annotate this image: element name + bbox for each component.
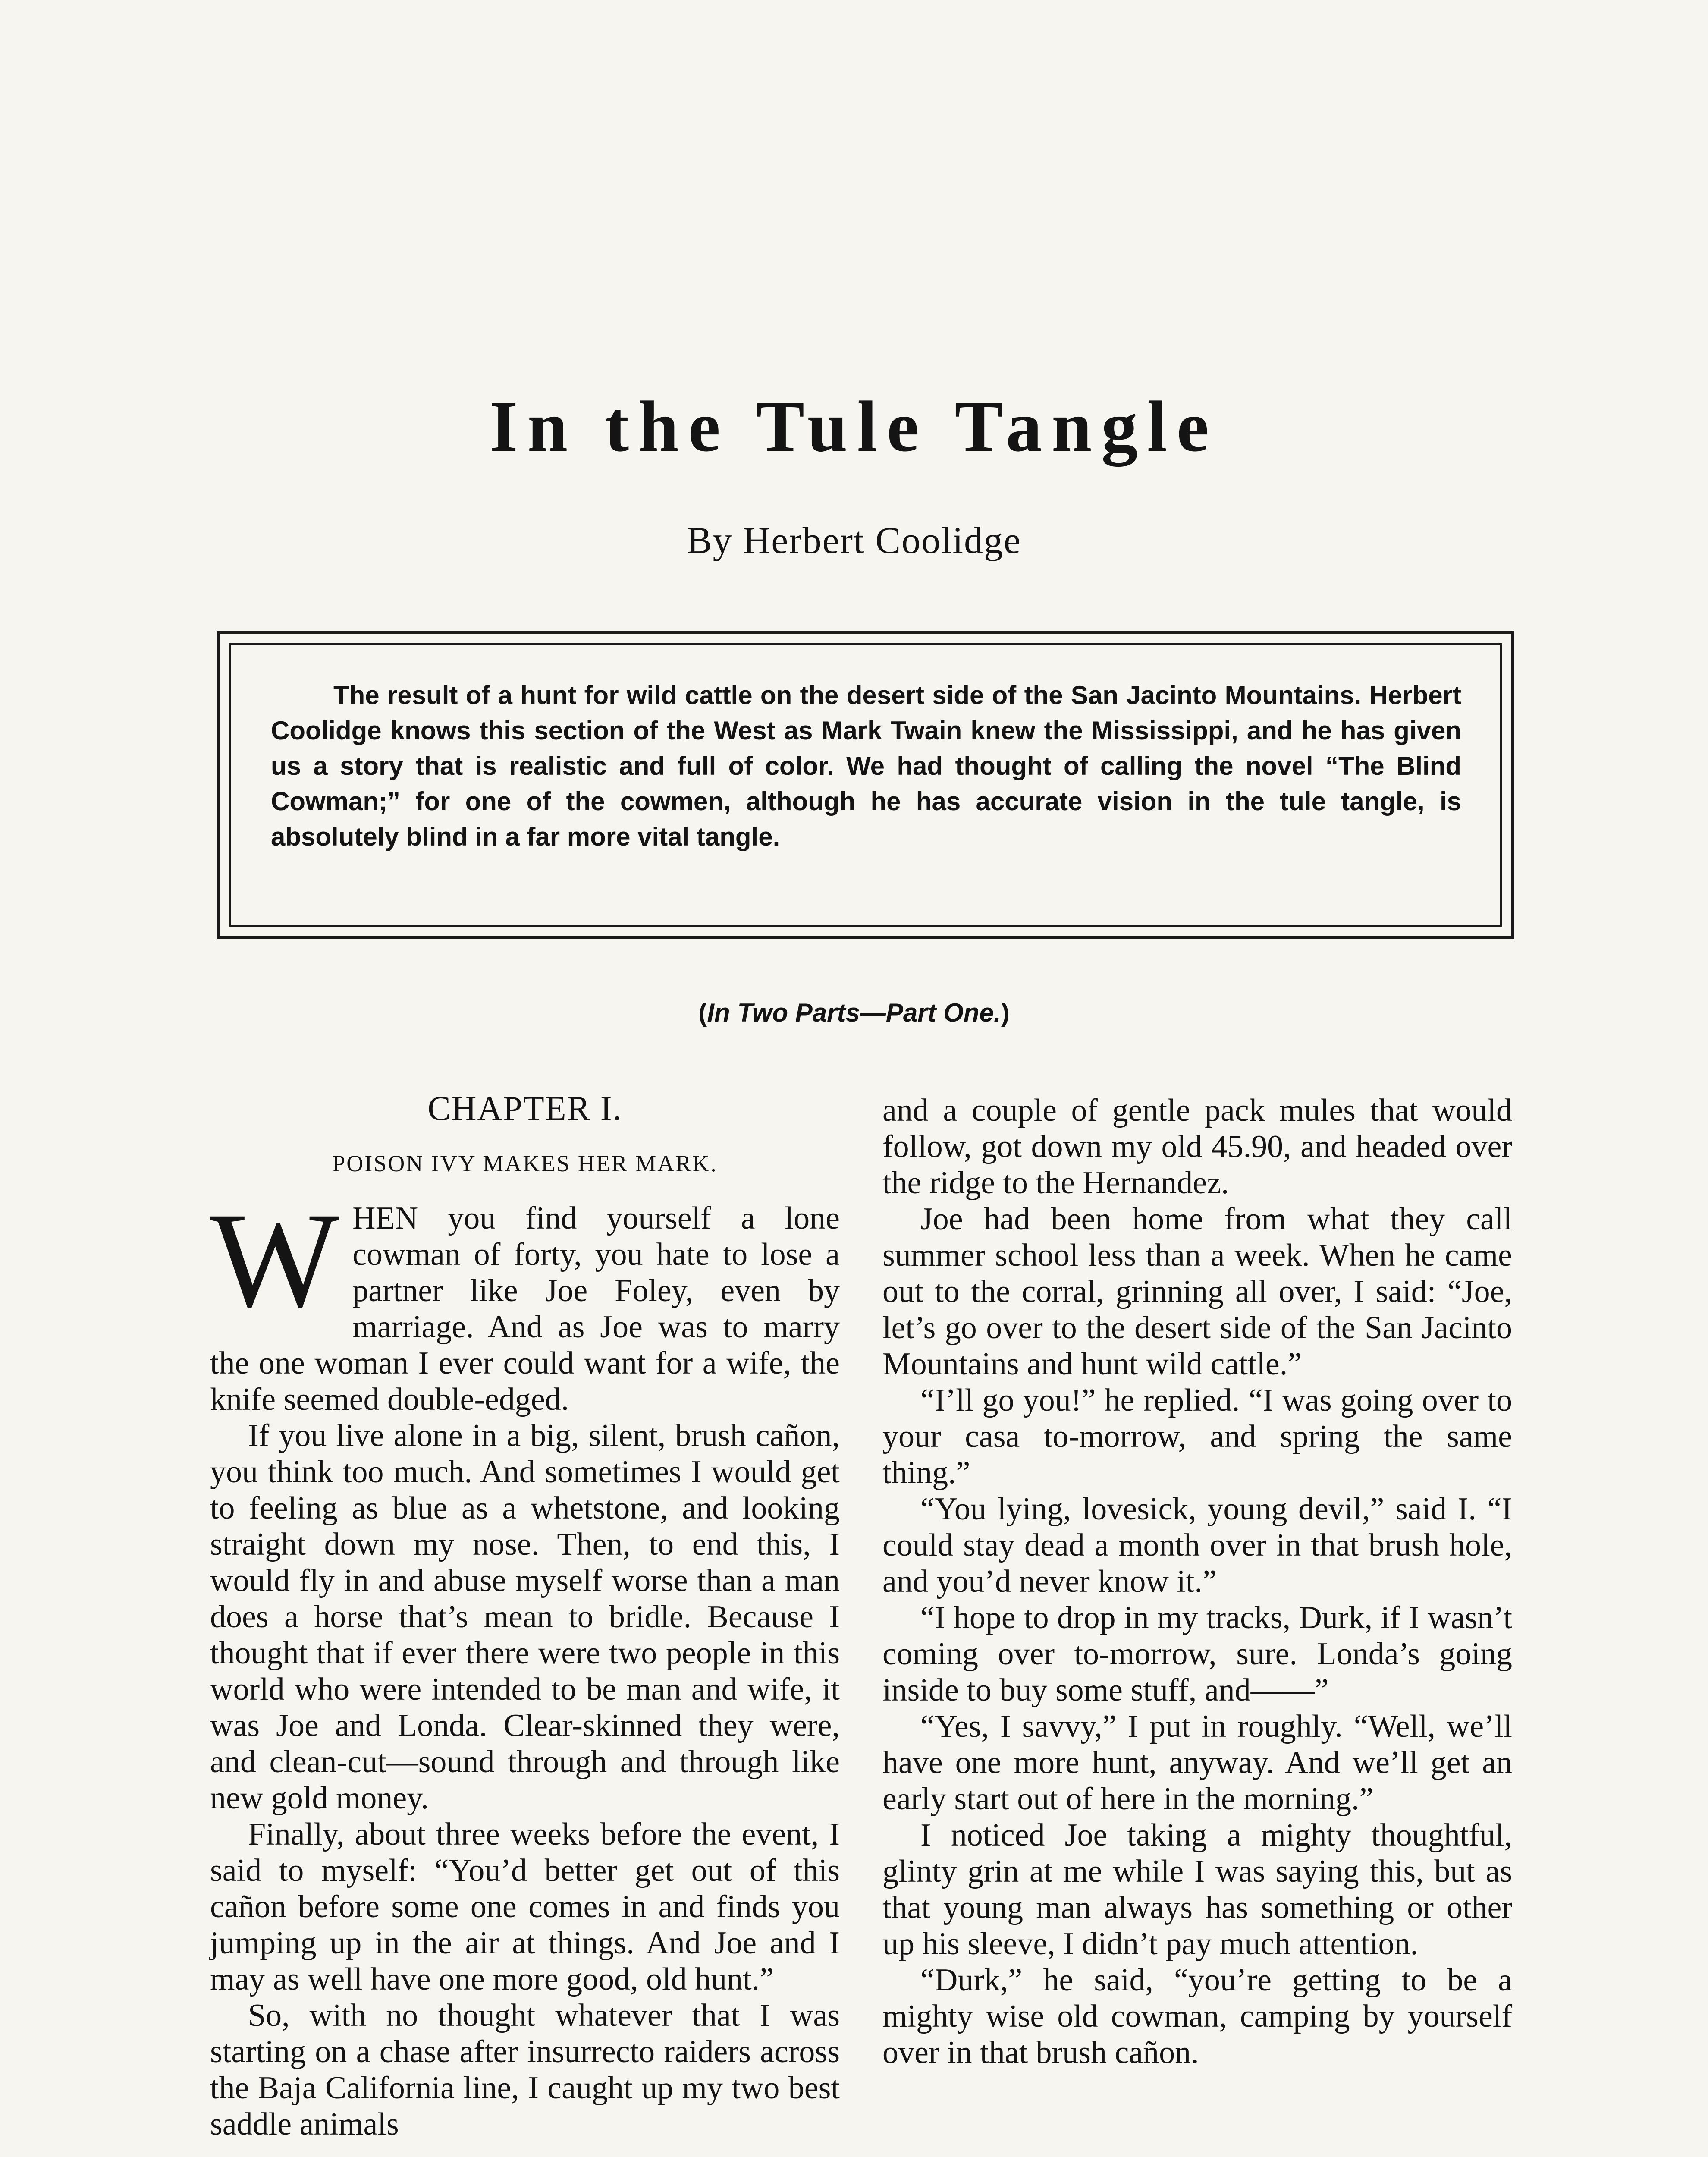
paragraph: So, with no thought whatever that I was starting on a chase after insurrecto raiders across the Baja California line, I caught up my two best saddle animals [210,1998,840,2142]
paragraph: Joe had been home from what they call summer school less than a week. When he came out to the corral, grinning all over, I said: “Joe, let’s go over to the desert side of the San Jacinto Mountains and hunt wild cattle.” [882,1201,1512,1382]
article-byline: By Herbert Coolidge [686,520,1022,562]
paragraph: “I hope to drop in my tracks, Durk, if I wasn’t coming over to-morrow, sure. Londa’s going inside to buy some stuff, and——” [882,1600,1512,1708]
paragraph: “I’ll go you!” he replied. “I was going over to your casa to-morrow, and spring the same thing.” [882,1383,1512,1490]
paragraph [210,1184,840,1418]
paragraph-text: HEN you find yourself a lone cowman of forty, you hate to lose a partner like Joe Foley, even by marriage. And as Joe was to marry the one woman I ever could want for a wife, the knife seemed double-edged. [210,1201,840,1417]
paragraph: “You lying, lovesick, young devil,” said I. “I could stay dead a month over in that brush hole, and you’d never know it.” [882,1491,1512,1599]
intro-box [217,631,1514,939]
left-column [210,1091,840,2142]
parts-close-paren: ) [1001,998,1010,1027]
chapter-heading: CHAPTER I. [427,1090,622,1128]
intro-text: The result of a hunt for wild cattle on the desert side of the San Jacinto Mountains. Herbert Coolidge knows this section of the West as Mark Twain knew the Mississippi, and he has given us a story that is realistic and full of color. We had thought of calling the novel “The Blind Cowman;” for one of the cowmen, although he has accurate vision in the tule tangle, is absolutely blind in a far more vital tangle. [271,681,1461,851]
parts-open-paren: ( [698,998,707,1027]
paragraph: Finally, about three weeks before the event, I said to myself: “You’d better get out of this cañon before some one comes in and finds you jumping up in the air at things. And Joe and I may as well have one more good, old hunt.” [210,1817,840,1997]
paragraph: I noticed Joe taking a mighty thoughtful, glinty grin at me while I was saying this, but as that young man always has something or other up his sleeve, I didn’t pay much attention. [882,1817,1512,1962]
parts-label: In Two Parts—Part One. [707,998,1001,1027]
paragraph: “Yes, I savvy,” I put in roughly. “Well, we’ll have one more hunt, anyway. And we’ll get an early start out of here in the morning.” [882,1709,1512,1817]
paragraph: If you live alone in a big, silent, brush cañon, you think too much. And sometimes I would get to feeling as blue as a whetstone, and looking straight down my nose. Then, to end this, I would fly in and abuse myself worse than a man does a horse that’s mean to bridle. Because I thought that if ever there were two people in this world who were intended to be man and wife, it was Joe and Londa. Clear-skinned they were, and clean-cut—sound through and through like new gold money. [210,1418,840,1816]
paragraph: “Durk,” he said, “you’re getting to be a mighty wise old cowman, camping by yourself over in that brush cañon. [882,1962,1512,2070]
drop-cap: W [210,1184,340,1336]
paragraph: and a couple of gentle pack mules that would follow, got down my old 45.90, and headed over the ridge to the Hernandez. [882,1093,1512,1201]
chapter-subtitle: POISON IVY MAKES HER MARK. [332,1151,718,1176]
right-column [882,1092,1512,2071]
article-title: In the Tule Tangle [490,387,1218,467]
parts-note [0,1000,1708,1026]
